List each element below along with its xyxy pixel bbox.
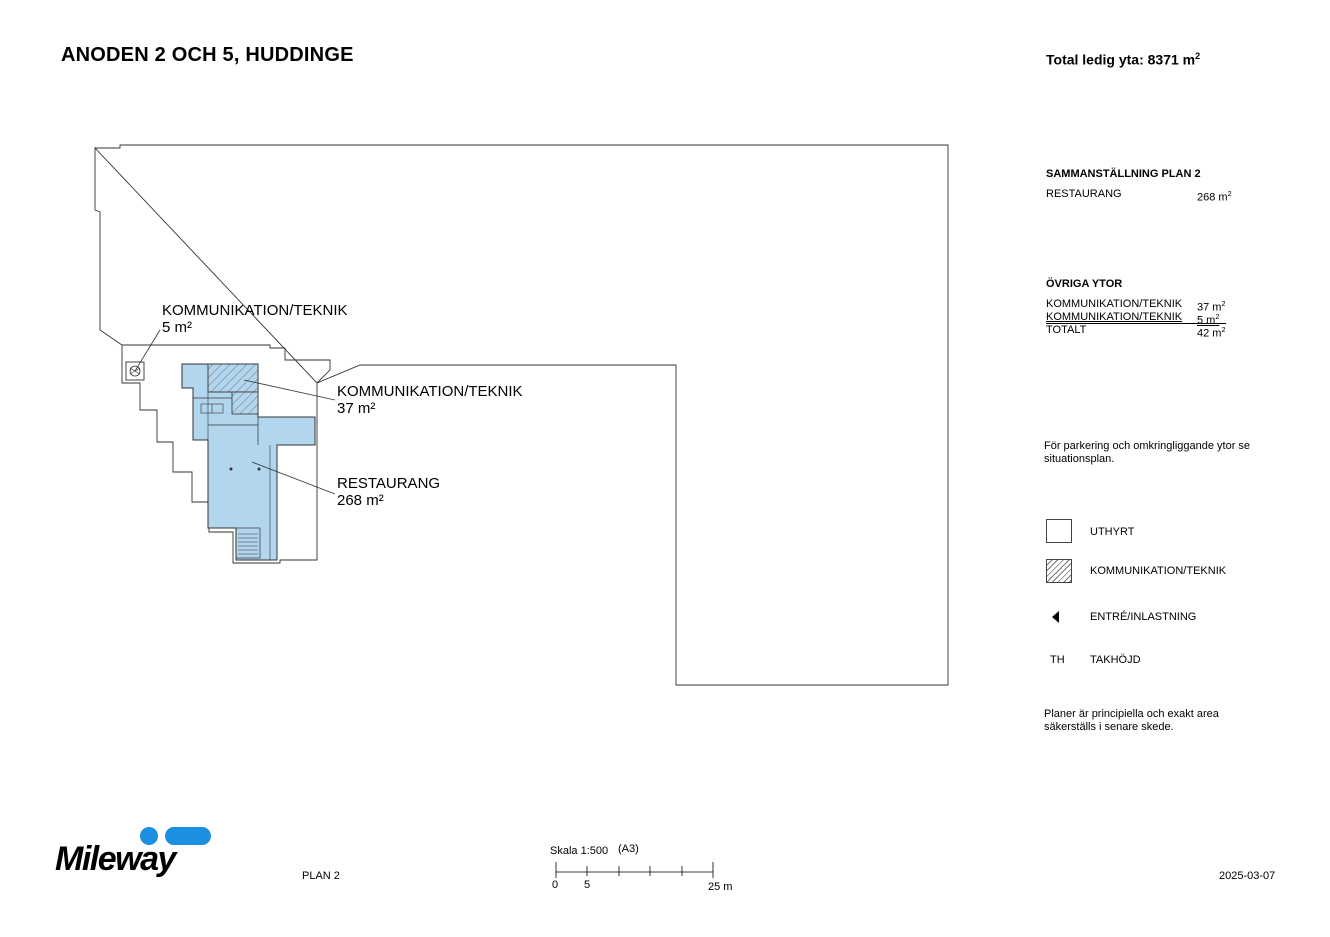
scale-label: Skala 1:500 [550, 845, 609, 857]
entrance-arrow-icon [1052, 611, 1060, 623]
legend-komm-label: KOMMUNIKATION/TEKNIK [1090, 565, 1227, 577]
label-komm-small-name: KOMMUNIKATION/TEKNIK [162, 302, 348, 319]
page-title: ANODEN 2 OCH 5, HUDDINGE [61, 44, 354, 66]
legend-entre-label: ENTRÉ/INLASTNING [1090, 611, 1197, 623]
label-restaurang-area: 268 m² [337, 492, 384, 509]
leader-komm-small [135, 330, 160, 371]
label-komm-small-area: 5 m² [162, 319, 192, 336]
label-restaurang-name: RESTAURANG [337, 475, 441, 492]
scale-tick-25: 25 m [708, 881, 733, 893]
legend-th-symbol: TH [1050, 654, 1065, 666]
summary-heading: SAMMANSTÄLLNING PLAN 2 [1046, 168, 1201, 180]
label-komm-small [162, 302, 348, 336]
plan-label: PLAN 2 [302, 870, 340, 882]
mileway-logo-text: Mileway [55, 840, 175, 878]
legend-komm-swatch [1046, 559, 1072, 583]
paper-size-label: (A3) [618, 843, 639, 855]
other-row-total-value: 42 $m^2$ [1197, 326, 1226, 340]
disclaimer-note: Planer är principiella och exakt area säkerställs i senare skede. [1044, 708, 1219, 733]
other-row-value: 37 $m^2$ [1197, 300, 1226, 314]
legend-th-label: TAKHÖJD [1090, 654, 1141, 666]
outline-left-jog [95, 148, 122, 345]
label-restaurang [337, 475, 440, 509]
komm-large-room-b [232, 392, 258, 414]
scale-bar [550, 860, 720, 880]
other-row-name: KOMMUNIKATION/TEKNIK [1046, 311, 1183, 323]
total-area-unit: 2 [1195, 51, 1201, 61]
label-komm-large-area: 37 m² [337, 400, 376, 417]
other-areas-heading: ÖVRIGA YTOR [1046, 278, 1123, 290]
summary-row-name: RESTAURANG [1046, 188, 1122, 200]
other-row-value: 5 $m^2$ [1197, 313, 1220, 327]
summary-row-value: 268 $m^2$ [1197, 190, 1232, 204]
scale-tick-5: 5 [584, 879, 591, 891]
scale-tick-0: 0 [552, 879, 559, 891]
total-area-label: Total ledig yta: 8371 m [1046, 51, 1196, 68]
parking-note: För parkering och omkringliggande ytor se situationsplan. [1044, 440, 1251, 465]
legend-uthyrt-swatch [1046, 519, 1072, 543]
label-komm-large-name: KOMMUNIKATION/TEKNIK [337, 383, 523, 400]
other-row-total-name: TOTALT [1046, 324, 1087, 336]
legend-uthyrt-label: UTHYRT [1090, 526, 1135, 538]
date-label: 2025-03-07 [1219, 870, 1276, 882]
komm-large-room [208, 364, 258, 392]
label-komm-large [337, 383, 523, 417]
other-row-name: KOMMUNIKATION/TEKNIK [1046, 298, 1183, 310]
